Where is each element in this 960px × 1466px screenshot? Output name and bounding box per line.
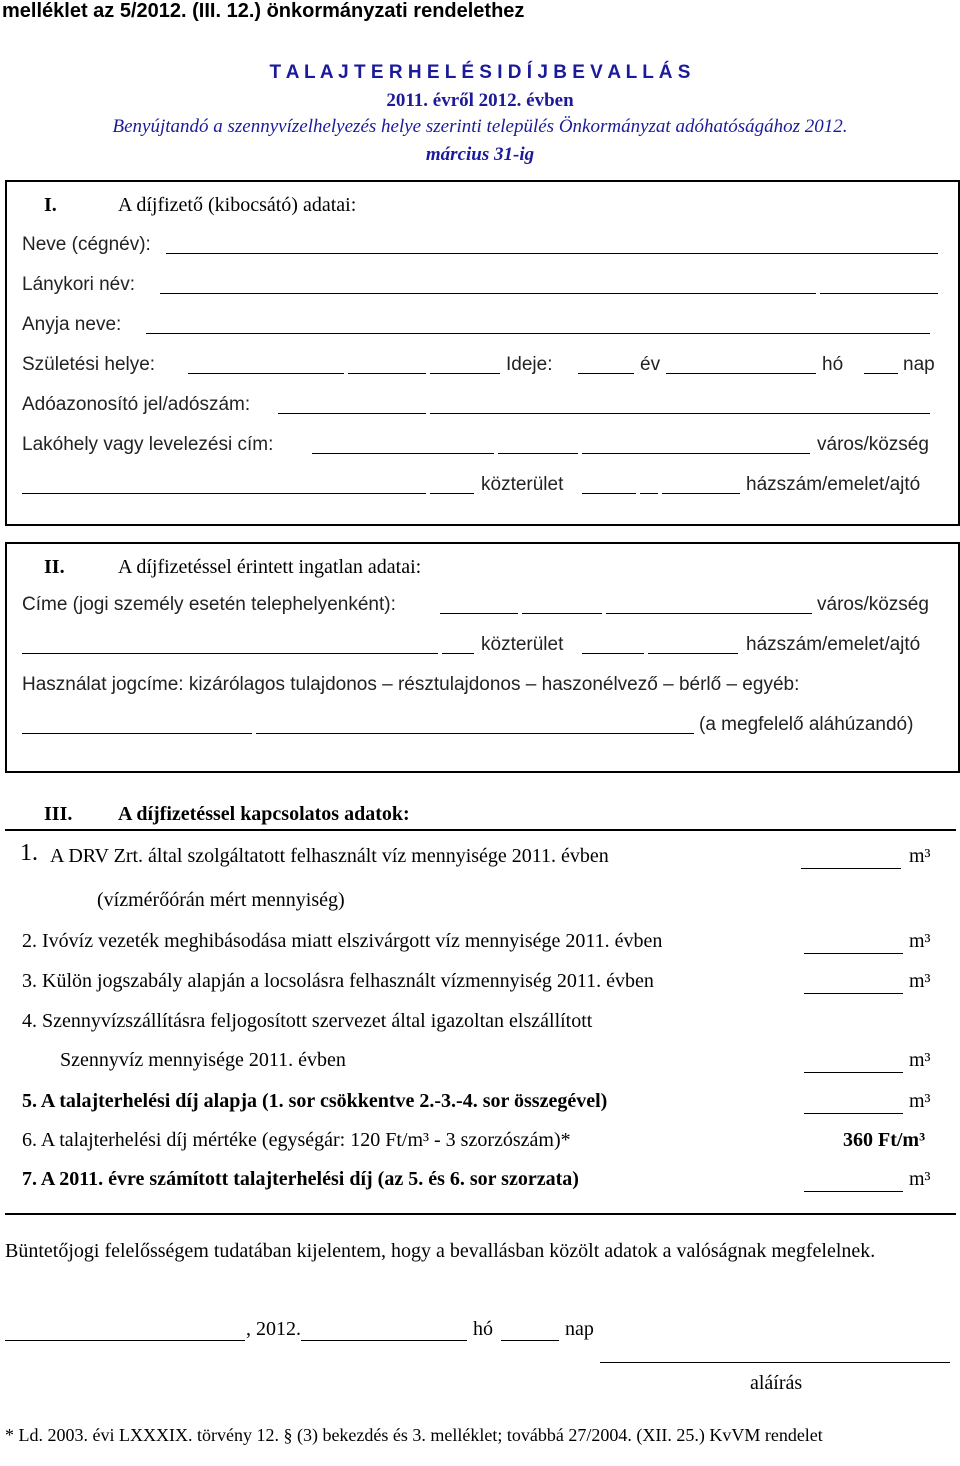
row-3-field[interactable] [804,993,903,994]
annex-heading: melléklet az 5/2012. (III. 12.) önkormányzati rendelethez [2,0,525,22]
row-7-label: 7. A 2011. évre számított talajterhelési díj (az 5. és 6. sor szorzata) [22,1168,579,1190]
place-field[interactable] [5,1340,245,1341]
property-city-field-a[interactable] [440,613,518,614]
city-label: város/község [817,434,929,455]
signature-month-field[interactable] [301,1340,467,1341]
deadline: március 31-ig [425,144,535,165]
property-city-field-b[interactable] [522,613,602,614]
birth-day-field[interactable] [864,373,898,374]
row-4-sublabel: Szennyvíz mennyisége 2011. évben [60,1049,346,1071]
row-2-field[interactable] [804,953,903,954]
section-1-title: A díjfizető (kibocsátó) adatai: [118,194,357,216]
form-title: T A L A J T E R H E L É S I D Í J B E V A L L Á S [269,62,691,83]
house-label: házszám/emelet/ajtó [746,474,921,495]
birthplace-field-c[interactable] [430,373,500,374]
property-house-field-b[interactable] [648,653,738,654]
street-label: közterület [481,474,564,495]
address-house-field-b[interactable] [640,493,658,494]
section-3-number: III. [44,803,73,825]
signature-day-field[interactable] [501,1340,559,1341]
address-house-field-c[interactable] [662,493,740,494]
row-5-unit: m³ [909,1090,931,1112]
name-label: Neve (cégnév): [22,234,151,255]
tax-id-field-a[interactable] [278,413,426,414]
row-4-label: 4. Szennyvízszállításra feljogosított szervezet által igazoltan elszállított [22,1010,593,1032]
birth-month-label: hó [822,354,844,375]
name-field-a[interactable] [166,253,612,254]
maiden-name-field-a[interactable] [160,293,816,294]
section-2-title: A díjfizetéssel érintett ingatlan adatai: [118,556,422,578]
birthplace-field-a[interactable] [188,373,344,374]
section-2-number: II. [44,556,65,578]
row-2-unit: m³ [909,930,931,952]
signature-label: aláírás [750,1372,803,1394]
row-1-label: A DRV Zrt. által szolgáltatott felhasznált víz mennyisége 2011. évben [50,845,609,867]
row-1-sublabel: (vízmérőórán mért mennyiség) [97,889,345,911]
tax-id-field-b[interactable] [430,413,930,414]
row-3-unit: m³ [909,970,931,992]
property-address-label: Címe (jogi személy esetén telephelyenként): [22,594,396,615]
section-3-title: A díjfizetéssel kapcsolatos adatok: [118,803,410,825]
declaration-text: Büntetőjogi felelősségem tudatában kijelentem, hogy a bevallásban közölt adatok a valóságnak megfelelnek. [5,1240,876,1262]
address-label: Lakóhely vagy levelezési cím: [22,434,274,455]
address-street-field-b[interactable] [430,493,474,494]
row-5-label: 5. A talajterhelési díj alapja (1. sor csökkentve 2.-3.-4. sor összegével) [22,1090,608,1112]
year-line: 2011. évről 2012. évben [386,90,574,111]
name-field-b[interactable] [612,253,938,254]
other-usage-field-b[interactable] [256,733,694,734]
mother-name-label: Anyja neve: [22,314,122,335]
row-6-value: 360 Ft/m³ [843,1129,926,1151]
signature-day-label: nap [565,1318,594,1340]
property-house-label: házszám/emelet/ajtó [746,634,921,655]
row-1-unit: m³ [909,845,931,867]
mother-name-field[interactable] [146,333,930,334]
row-2-label: 2. Ivóvíz vezeték meghibásodása miatt elszivárgott víz mennyisége 2011. évben [22,930,663,952]
row-4-unit: m³ [909,1049,931,1071]
row-4-field[interactable] [804,1072,903,1073]
property-street-field-b[interactable] [442,653,474,654]
property-city-field-c[interactable] [606,613,812,614]
property-street-field-a[interactable] [22,653,438,654]
birth-year-field[interactable] [578,373,634,374]
birth-day-label: nap [903,354,935,375]
row-1-field[interactable] [801,868,901,869]
birthplace-field-b[interactable] [348,373,426,374]
signature-year: , 2012. [246,1318,301,1340]
birth-month-field[interactable] [666,373,816,374]
address-street-field-a[interactable] [22,493,426,494]
row-7-unit: m³ [909,1168,931,1190]
address-city-field-a[interactable] [312,453,494,454]
row-3-label: 3. Külön jogszabály alapján a locsolásra felhasznált vízmennyiség 2011. évben [22,970,654,992]
signature-line[interactable] [600,1362,950,1363]
submit-line: Benyújtandó a szennyvízelhelyezés helye szerinti település Önkormányzat adóhatóságához 2012. [112,116,848,137]
birth-year-label: év [640,354,661,375]
other-usage-field-a[interactable] [22,733,252,734]
row-1-number: 1. [20,840,38,866]
signature-month-label: hó [473,1318,493,1340]
maiden-name-label: Lánykori név: [22,274,136,295]
property-city-label: város/község [817,594,929,615]
property-street-label: közterület [481,634,564,655]
birth-date-label: Ideje: [506,354,553,375]
row-7-field[interactable] [804,1191,903,1192]
section-3-rule [5,829,956,831]
footnote: * Ld. 2003. évi LXXXIX. törvény 12. § (3) bekezdés és 3. melléklet; továbbá 27/2004. (XII. 25.) KvVM rendelet [5,1425,823,1445]
underline-note: (a megfelelő aláhúzandó) [699,714,914,735]
usage-title-label: Használat jogcíme: kizárólagos tulajdonos – résztulajdonos – haszonélvező – bérlő – egyéb: [22,674,800,695]
birthplace-label: Születési helye: [22,354,156,375]
address-city-field-c[interactable] [582,453,810,454]
address-city-field-b[interactable] [498,453,578,454]
section-1-number: I. [44,194,57,216]
section-3-bottom-rule [5,1213,956,1215]
maiden-name-field-b[interactable] [820,293,938,294]
property-house-field-a[interactable] [582,653,644,654]
row-6-label: 6. A talajterhelési díj mértéke (egységár: 120 Ft/m³ - 3 szorzószám)* [22,1129,571,1151]
tax-id-label: Adóazonosító jel/adószám: [22,394,251,415]
address-house-field-a[interactable] [582,493,636,494]
row-5-field[interactable] [804,1113,903,1114]
